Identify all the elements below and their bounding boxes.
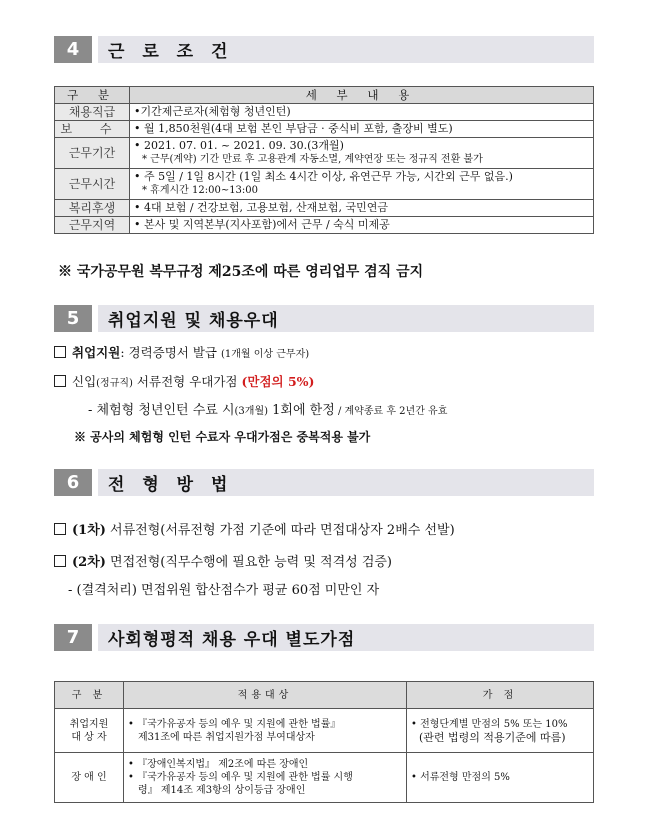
method-fail-rule: - (결격처리) 면접위원 합산점수가 평균 60점 미만인 자 [68,583,380,598]
support-note: ※ 공사의 체험형 인턴 수료자 우대가점은 중복적용 불가 [74,430,371,444]
section-title: 사회형평적 채용 우대 별도가점 [98,624,594,651]
section-number: 4 [54,36,92,63]
row-label: 근무지역 [55,217,130,234]
row-content: • 4대 보험 / 건강보험, 고용보험, 산재보험, 국민연금 [130,200,594,217]
target-line: 제31조에 따른 취업지원가점 부여대상자 [138,731,315,743]
row-content: •기간제근로자(체험형 청년인턴) [130,104,594,121]
row-content [130,138,594,169]
row-label: 채용직급 [55,104,130,121]
method-step-2-label: (2차) [72,555,106,570]
row-label: 장 애 인 [55,753,124,803]
table-row [55,138,594,169]
support-item-1-label: 취업지원 [72,345,121,360]
support-item-3-validity: / 계약종료 후 2년간 유효 [334,406,448,417]
target-line: • 『장애인복지법』 제2조에 따른 장애인 [128,759,309,770]
row-label: 보 수 [55,121,130,138]
header-category: 구 분 [55,87,130,104]
support-item-3-limit: 1회에 한정 [268,403,335,418]
row-sub-text: * 근무(계약) 기간 만료 후 고용관계 자동소멸, 계약연장 또는 정규직 전환 불가 [142,154,483,165]
row-points [407,709,594,753]
row-label: 근무기간 [55,138,130,169]
section-number: 5 [54,305,92,332]
target-line: • 『국가유공자 등의 예우 및 지원에 관한 법률 시행 [128,772,353,783]
row-content [130,169,594,200]
support-item-3-text: - 체험형 청년인턴 수료 시 [88,403,235,418]
header-points: 가 점 [407,682,594,709]
row-label: 복리후생 [55,200,130,217]
method-step-2-text: 면접전형(직무수행에 필요한 능력 및 적격성 검증) [105,555,393,570]
support-item-2-label: 신입 [72,374,97,389]
row-content: • 본사 및 지역본부(지사포함)에서 근무 / 숙식 미제공 [130,217,594,234]
section-number: 6 [54,469,92,496]
target-line: 령』 제14조 제3항의 상이등급 장애인 [138,785,306,796]
row-points: • 서류전형 만점의 5% [407,753,594,803]
support-item-3-note: (3개월) [234,406,269,417]
support-item-2-note: (정규직) [96,378,133,389]
section-4-header [54,36,594,63]
row-sub-text: * 휴게시간 12:00~13:00 [142,185,259,196]
support-item-1-text: : 경력증명서 발급 [120,345,221,360]
header-category: 구 분 [55,682,124,709]
header-target: 적용대상 [124,682,407,709]
method-step-2 [54,551,392,570]
method-step-1 [54,519,455,538]
table-row [55,217,594,234]
row-main-text: • 2021. 07. 01. ~ 2021. 09. 30.(3개월) [134,139,344,152]
method-step-1-text: 서류전형(서류전형 가점 기준에 따라 면접대상자 2배수 선발) [105,523,455,538]
row-content: • 월 1,850천원(4대 보험 본인 부담금 · 중식비 포함, 출장비 별도) [130,121,594,138]
row-label-line: 대 상 자 [71,731,107,743]
table-row [55,121,594,138]
table-row [55,169,594,200]
row-target [124,753,407,803]
bonus-table [54,681,594,803]
support-item-2-highlight: (만점의 5%) [241,374,315,389]
table-row [55,104,594,121]
checkbox-icon [54,346,66,358]
method-step-1-label: (1차) [72,523,106,538]
points-line: • 전형단계별 만점의 5% 또는 10% [411,718,568,730]
section-5-header [54,305,594,332]
table-row [55,200,594,217]
support-item-2-text: 서류전형 우대가점 [132,374,242,389]
support-item-3 [88,399,447,418]
row-main-text: • 주 5일 / 1일 8시간 (1일 최소 4시간 이상, 유연근무 가능, 시간외 근무 없음.) [134,170,513,183]
row-label-line: 취업지원 [69,718,109,730]
support-item-2 [54,372,314,390]
header-details: 세 부 내 용 [130,87,594,104]
section-title: 근 로 조 건 [98,36,594,63]
checkbox-icon [54,555,66,567]
row-label [55,709,124,753]
section-title: 취업지원 및 채용우대 [98,305,594,332]
section-6-header [54,469,594,496]
section-number: 7 [54,624,92,651]
section-7-header [54,624,594,651]
table-header-row [55,87,594,104]
conditions-note: ※ 국가공무원 복무규정 제25조에 따른 영리업무 겸직 금지 [58,264,424,280]
checkbox-icon [54,523,66,535]
section-title: 전 형 방 법 [98,469,594,496]
table-row [55,753,594,803]
conditions-table [54,86,594,234]
points-line: (관련 법령의 적용기준에 따름) [419,730,566,744]
checkbox-icon [54,375,66,387]
table-header-row [55,682,594,709]
support-item-1-note: (1개월 이상 근무자) [220,349,310,360]
table-row [55,709,594,753]
row-label: 근무시간 [55,169,130,200]
support-item-1 [54,343,309,361]
row-target [124,709,407,753]
target-line: • 『국가유공자 등의 예우 및 지원에 관한 법률』 [128,718,341,730]
